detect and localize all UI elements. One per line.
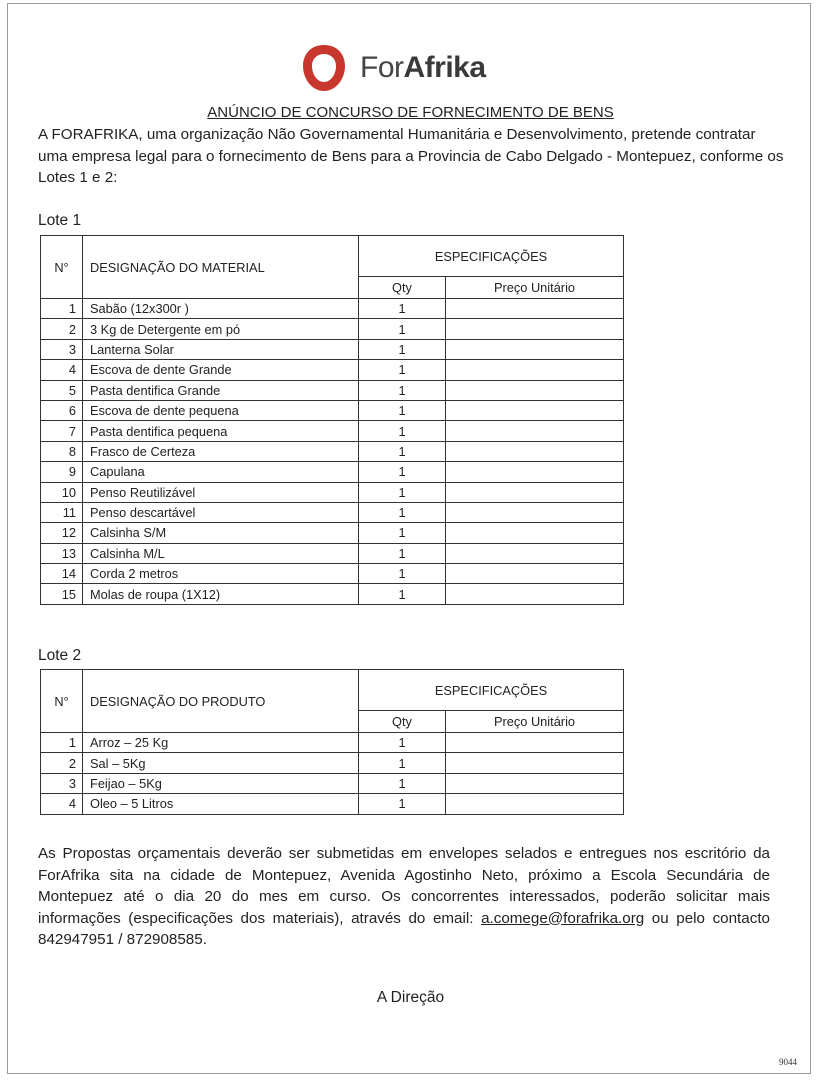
- item-unit-price: [446, 319, 624, 339]
- lote2-heading: Lote 2: [38, 647, 82, 664]
- item-unit-price: [446, 502, 624, 522]
- lote2-header-price: Preço Unitário: [446, 711, 624, 733]
- item-qty: 1: [359, 773, 446, 793]
- item-unit-price: [446, 339, 624, 359]
- logo-wordmark-prefix: For: [360, 51, 404, 84]
- item-number: 12: [41, 523, 83, 543]
- item-unit-price: [446, 543, 624, 563]
- intro-paragraph: A FORAFRIKA, uma organização Não Governamental Humanitária e Desenvolvimento, pretende contratar uma empresa legal para o fornecimento de Bens para a Provincia de Cabo Delgado - Montepuez, conforme os Lotes 1 e 2:: [38, 126, 784, 186]
- table-row: [41, 733, 624, 753]
- item-name: Molas de roupa (1X12): [83, 584, 359, 604]
- table-row: [41, 319, 624, 339]
- item-name: Sal – 5Kg: [83, 753, 359, 773]
- table-row: [41, 564, 624, 584]
- logo-wordmark: [360, 51, 486, 85]
- item-qty: 1: [359, 753, 446, 773]
- item-number: 7: [41, 421, 83, 441]
- table-row: [41, 773, 624, 793]
- item-qty: 1: [359, 733, 446, 753]
- item-number: 14: [41, 564, 83, 584]
- item-name: Escova de dente Grande: [83, 360, 359, 380]
- item-qty: 1: [359, 584, 446, 604]
- table-row: [41, 360, 624, 380]
- item-name: Escova de dente pequena: [83, 400, 359, 420]
- item-qty: 1: [359, 482, 446, 502]
- lote1-header-qty: Qty: [359, 277, 446, 299]
- logo-wordmark-suffix: Afrika: [403, 51, 486, 84]
- lote2-header-qty: Qty: [359, 711, 446, 733]
- lote1-table: [40, 235, 624, 605]
- table-row: [41, 421, 624, 441]
- item-qty: 1: [359, 400, 446, 420]
- item-number: 11: [41, 502, 83, 522]
- table-row: [41, 543, 624, 563]
- item-number: 4: [41, 794, 83, 814]
- item-name: Frasco de Certeza: [83, 441, 359, 461]
- item-name: Calsinha M/L: [83, 543, 359, 563]
- item-unit-price: [446, 482, 624, 502]
- item-qty: 1: [359, 794, 446, 814]
- lote2-header-spec: ESPECIFICAÇÕES: [359, 670, 624, 711]
- item-number: 10: [41, 482, 83, 502]
- item-qty: 1: [359, 502, 446, 522]
- item-qty: 1: [359, 421, 446, 441]
- item-unit-price: [446, 360, 624, 380]
- item-name: Feijao – 5Kg: [83, 773, 359, 793]
- item-unit-price: [446, 794, 624, 814]
- item-number: 9: [41, 462, 83, 482]
- lote1-header-name: DESIGNAÇÃO DO MATERIAL: [83, 236, 359, 299]
- lote1-header-price: Preço Unitário: [446, 277, 624, 299]
- closing-text-before: As Propostas orçamentais deverão ser submetidas em envelopes selados e entregues nos escritório da ForAfrika sita na cidade de Montepuez, Avenida Agostinho Neto, próximo a Escola Secundária de Montepuez até o dia 20 do mes em curso. Os concorrentes interessados, poderão solicitar mais informações (especificações dos materiais), através do email:: [38, 845, 770, 927]
- item-number: 1: [41, 733, 83, 753]
- item-qty: 1: [359, 543, 446, 563]
- item-unit-price: [446, 421, 624, 441]
- item-unit-price: [446, 584, 624, 604]
- item-name: Calsinha S/M: [83, 523, 359, 543]
- table-row: [41, 584, 624, 604]
- item-number: 1: [41, 299, 83, 319]
- item-name: Arroz – 25 Kg: [83, 733, 359, 753]
- item-unit-price: [446, 441, 624, 461]
- item-name: Capulana: [83, 462, 359, 482]
- item-name: Sabão (12x300r ): [83, 299, 359, 319]
- item-unit-price: [446, 523, 624, 543]
- item-qty: 1: [359, 441, 446, 461]
- item-name: Corda 2 metros: [83, 564, 359, 584]
- item-name: 3 Kg de Detergente em pó: [83, 319, 359, 339]
- item-number: 15: [41, 584, 83, 604]
- item-unit-price: [446, 380, 624, 400]
- lote2-header-name: DESIGNAÇÃO DO PRODUTO: [83, 670, 359, 733]
- item-number: 8: [41, 441, 83, 461]
- item-unit-price: [446, 564, 624, 584]
- item-unit-price: [446, 733, 624, 753]
- item-qty: 1: [359, 299, 446, 319]
- lote1-header-num: N°: [41, 236, 83, 299]
- contact-email-link[interactable]: a.comege@forafrika.org: [481, 909, 645, 927]
- table-row: [41, 299, 624, 319]
- lote2-header-num: N°: [41, 670, 83, 733]
- item-number: 13: [41, 543, 83, 563]
- item-name: Pasta dentifica pequena: [83, 421, 359, 441]
- item-number: 5: [41, 380, 83, 400]
- item-number: 6: [41, 400, 83, 420]
- table-row: [41, 794, 624, 814]
- table-row: [41, 400, 624, 420]
- lote1-heading: Lote 1: [38, 212, 82, 229]
- item-qty: 1: [359, 380, 446, 400]
- item-qty: 1: [359, 319, 446, 339]
- item-qty: 1: [359, 462, 446, 482]
- table-row: [41, 339, 624, 359]
- item-name: Pasta dentifica Grande: [83, 380, 359, 400]
- table-row: [41, 753, 624, 773]
- item-number: 2: [41, 319, 83, 339]
- table-row: [41, 462, 624, 482]
- signature: A Direção: [376, 989, 445, 1006]
- item-number: 3: [41, 773, 83, 793]
- item-unit-price: [446, 753, 624, 773]
- table-row: [41, 380, 624, 400]
- lote2-table: [40, 669, 624, 815]
- page-number: 9044: [779, 1057, 797, 1067]
- item-number: 2: [41, 753, 83, 773]
- item-name: Penso descartável: [83, 502, 359, 522]
- item-number: 4: [41, 360, 83, 380]
- item-name: Penso Reutilizável: [83, 482, 359, 502]
- item-number: 3: [41, 339, 83, 359]
- document-title: ANÚNCIO DE CONCURSO DE FORNECIMENTO DE BENS: [207, 104, 614, 121]
- item-qty: 1: [359, 564, 446, 584]
- item-qty: 1: [359, 339, 446, 359]
- lote1-header-row: [41, 236, 624, 277]
- table-row: [41, 441, 624, 461]
- lote1-header-spec: ESPECIFICAÇÕES: [359, 236, 624, 277]
- item-qty: 1: [359, 523, 446, 543]
- item-name: Oleo – 5 Litros: [83, 794, 359, 814]
- closing-text-after: ou pelo contacto 842947951 / 872908585.: [38, 909, 770, 948]
- table-row: [41, 523, 624, 543]
- forafrika-logo: [300, 40, 486, 96]
- item-unit-price: [446, 462, 624, 482]
- forafrika-logo-mark-icon: [300, 41, 348, 95]
- closing-paragraph: [38, 843, 770, 951]
- lote2-header-row: [41, 670, 624, 711]
- item-unit-price: [446, 400, 624, 420]
- item-qty: 1: [359, 360, 446, 380]
- table-row: [41, 482, 624, 502]
- item-unit-price: [446, 299, 624, 319]
- item-unit-price: [446, 773, 624, 793]
- table-row: [41, 502, 624, 522]
- item-name: Lanterna Solar: [83, 339, 359, 359]
